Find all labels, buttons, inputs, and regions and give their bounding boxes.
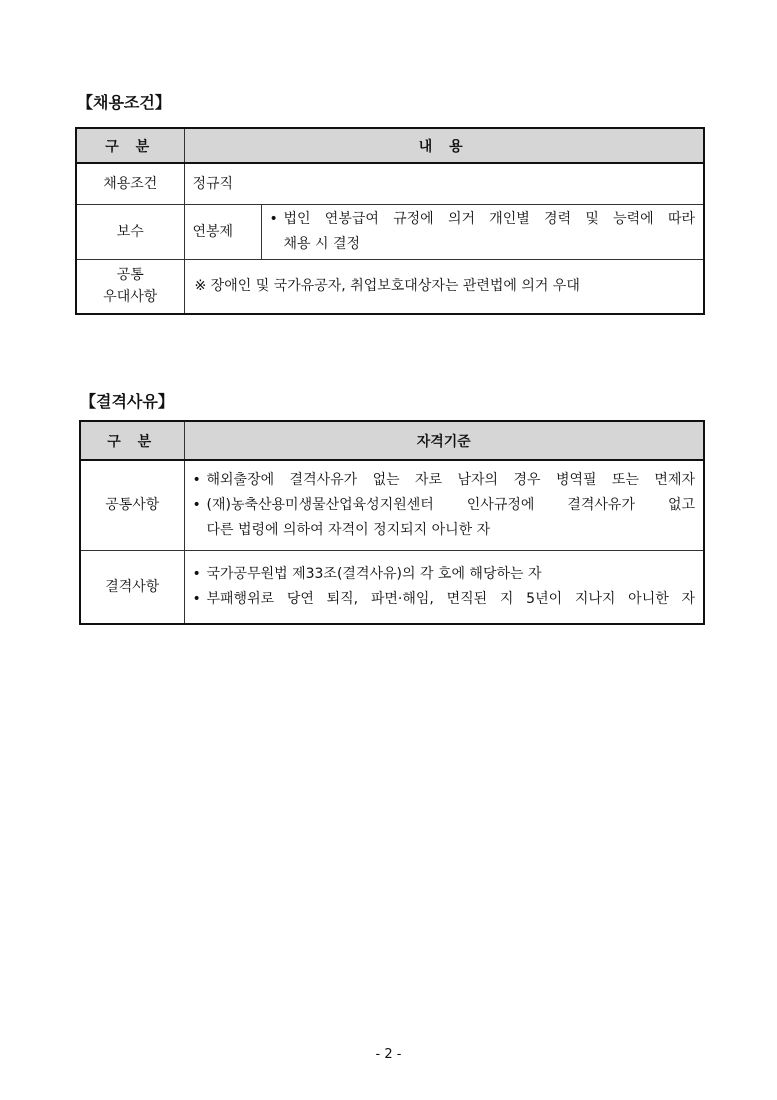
- header-category: 구 분: [80, 421, 184, 460]
- common-item-2-line1: (재)농축산용미생물산업육성지원센터 인사규정에 결격사유가 없고: [206, 496, 695, 513]
- common-requirements: [184, 460, 704, 550]
- bullet-icon: •: [192, 565, 201, 582]
- bullet-icon: •: [192, 590, 201, 607]
- table-row: [80, 460, 704, 550]
- pay-description: [261, 204, 704, 259]
- section-title-employment: 【채용조건】: [77, 93, 171, 112]
- bullet-icon: •: [192, 471, 201, 488]
- common-item-1: 해외출장에 결격사유가 없는 자로 남자의 경우 병역필 또는 면제자: [206, 471, 695, 488]
- preference-value: ※ 장애인 및 국가유공자, 취업보호대상자는 관련법에 의거 우대: [184, 259, 704, 314]
- disq-item-1: 국가공무원법 제33조(결격사유)의 각 호에 해당하는 자: [206, 565, 542, 582]
- row-label-common: 공통사항: [80, 460, 184, 550]
- table-row: [76, 204, 704, 259]
- row-label-disqualification: 결격사항: [80, 550, 184, 624]
- row-label-pay: 보수: [76, 204, 184, 259]
- pay-type-value: 연봉제: [184, 204, 261, 259]
- employment-type-value: 정규직: [184, 163, 704, 204]
- page-number: - 2 -: [375, 1047, 402, 1062]
- header-category: 구 분: [76, 128, 184, 163]
- table-header-row: [80, 421, 704, 460]
- section-title-disqualification: 【결격사유】: [80, 392, 174, 411]
- common-item-2-line2: 다른 법령에 의하여 자격이 정지되지 아니한 자: [206, 521, 491, 538]
- row-label-preference: 공통 우대사항: [76, 259, 184, 314]
- employment-conditions-table: [75, 127, 705, 315]
- disqualification-items: [184, 550, 704, 624]
- pay-description-line1: 법인 연봉급여 규정에 의거 개인별 경력 및 능력에 따라: [283, 210, 695, 227]
- disqualification-table: [79, 420, 705, 625]
- row-label-employment: 채용조건: [76, 163, 184, 204]
- bullet-icon: •: [269, 210, 278, 227]
- pay-description-line2: 채용 시 결정: [283, 235, 361, 252]
- header-criteria: 자격기준: [184, 421, 704, 460]
- disq-item-2: 부패행위로 당연 퇴직, 파면·해임, 면직된 지 5년이 지나지 아니한 자: [206, 590, 695, 607]
- table-row: [76, 163, 704, 204]
- table-row: [80, 550, 704, 624]
- table-header-row: [76, 128, 704, 163]
- table-row: [76, 259, 704, 314]
- header-content: 내 용: [184, 128, 704, 163]
- bullet-icon: •: [192, 496, 201, 513]
